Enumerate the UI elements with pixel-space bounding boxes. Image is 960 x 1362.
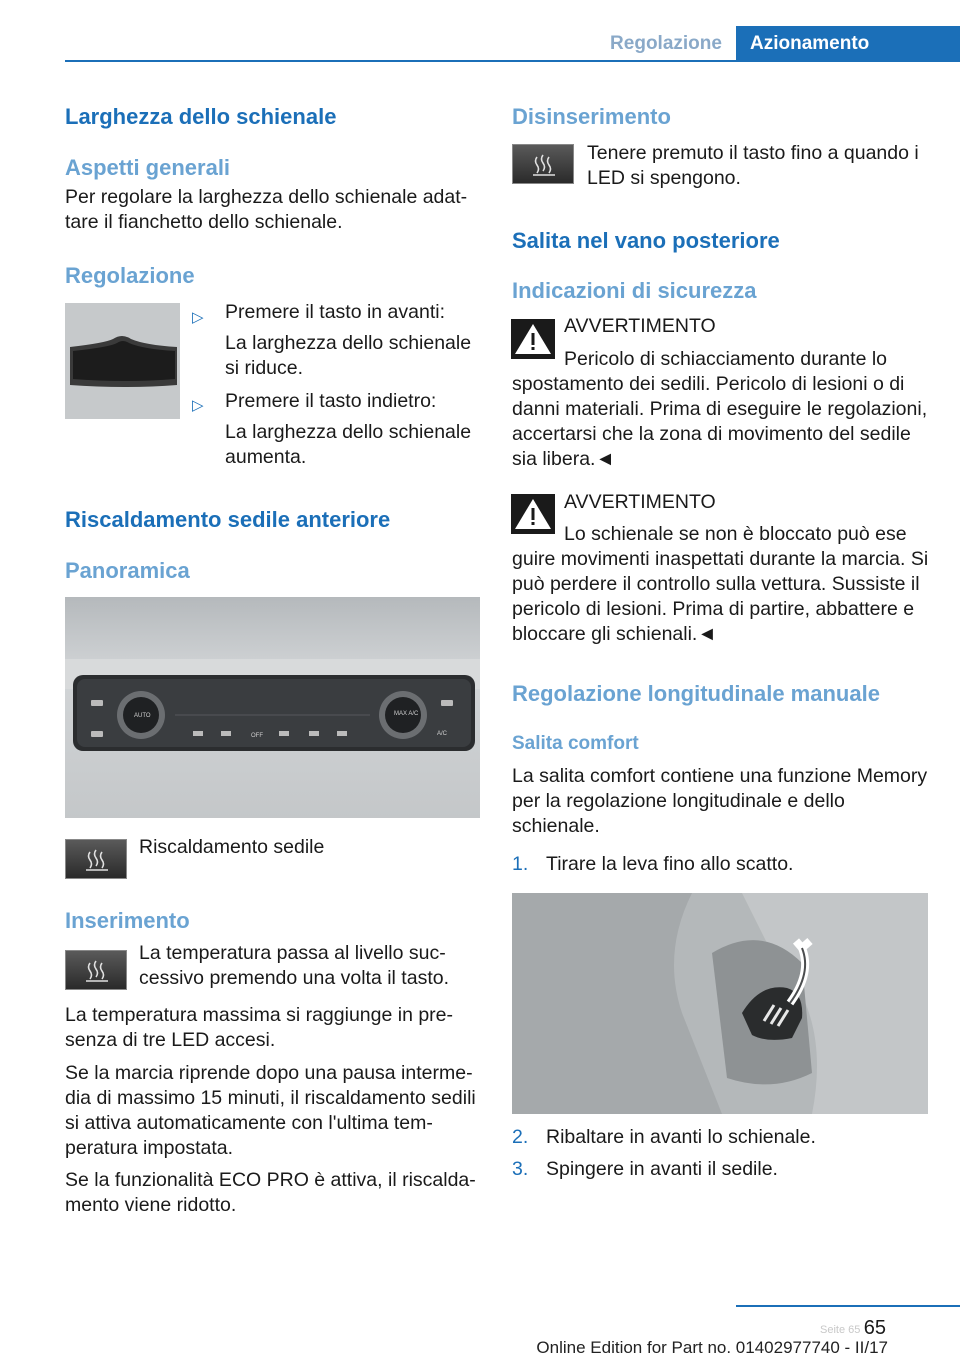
adjust-action-2: Premere il tasto indietro:	[225, 390, 437, 412]
warning-1-title: AVVERTIMENTO	[564, 315, 716, 337]
page-number: 65	[863, 1317, 886, 1339]
section-title-seat-heating: Riscaldamento sedile anteriore	[65, 507, 391, 532]
footer-rule	[736, 1305, 960, 1307]
warning-triangle-icon	[511, 319, 555, 359]
on-paragraph-3: Se la funzionalità ECO PRO è attiva, il riscaldamento viene ridotto.	[65, 1169, 476, 1216]
step-number: 2.	[512, 1126, 529, 1148]
bullet-triangle-icon: ▷	[192, 309, 204, 326]
heading-general: Aspetti generali	[65, 155, 231, 180]
general-text: Per regolare la larghezza dello schienale adattare il fianchetto dello schienale.	[65, 186, 468, 233]
step-number: 3.	[512, 1158, 529, 1180]
heading-safety: Indicazioni di sicurezza	[512, 278, 757, 303]
heading-adjust: Regolazione	[65, 263, 195, 288]
warning-2-text: guire movimenti inaspettati durante la marcia. Si può perdere il controllo sulla vettura. Sussiste il pericolo di lesioni. Prima di partire, abbattere e bloccare gli schienali.◄	[512, 548, 929, 645]
adjust-action-1: Premere il tasto in avanti:	[225, 301, 446, 323]
bullet-triangle-icon: ▷	[192, 397, 204, 414]
warning-2-lead: Lo schienale se non è bloccato può ese	[564, 523, 907, 545]
off-label: OFF	[251, 733, 263, 739]
adjust-result-1: La larghezza dello schienale si riduce.	[225, 332, 472, 379]
edition-text: Online Edition for Part no. 01402977740 - II/17	[536, 1338, 888, 1357]
tab-regolazione[interactable]: Regolazione	[610, 33, 722, 54]
backrest-switch-image	[65, 303, 180, 419]
comfort-text: La salita comfort contiene una funzione Memory per la regolazione longitudinale e dello schienale.	[512, 765, 928, 837]
section-title-backrest-width: Larghezza dello schienale	[65, 104, 337, 129]
auto-label: AUTO	[134, 713, 151, 719]
section-title-rear-entry: Salita nel vano posteriore	[512, 228, 780, 253]
watermark: Seite 65	[820, 1324, 861, 1336]
seat-heating-label: Riscaldamento sedile	[139, 836, 325, 858]
seat-lever-image	[512, 893, 928, 1114]
max-ac-label: MAX A/C	[394, 711, 419, 717]
on-paragraph-1: La temperatura massima si raggiunge in presenza di tre LED accesi.	[65, 1004, 454, 1051]
step-number: 1.	[512, 853, 529, 875]
step-1-text: Tirare la leva fino allo scatto.	[546, 853, 794, 875]
heading-comfort-entry: Salita comfort	[512, 733, 639, 754]
heading-on: Inserimento	[65, 908, 190, 933]
warning-2-title: AVVERTIMENTO	[564, 491, 716, 513]
on-paragraph-2: Se la marcia riprende dopo una pausa intermedia di massimo 15 minuti, il riscaldamento sedili si attiva automaticamente con l'ultima temperatura impostata.	[65, 1062, 476, 1159]
warning-triangle-icon	[511, 494, 555, 534]
warning-1-lead: Pericolo di schiacciamento durante lo	[564, 348, 888, 370]
seat-heating-icon	[512, 144, 574, 184]
warning-1-text: spostamento dei sedili. Pericolo di lesioni o di danni materiali. Prima di eseguire le regolazioni, accertarsi che la zona di movimento del sedile sia libera.◄	[512, 373, 928, 470]
step-3-text: Spingere in avanti il sedile.	[546, 1158, 778, 1180]
seat-heating-icon	[65, 839, 127, 879]
heading-off: Disinserimento	[512, 104, 671, 129]
off-text: Tenere premuto il tasto fino a quando i LED si spengono.	[587, 142, 919, 189]
on-text: La temperatura passa al livello successivo premendo una volta il tasto.	[139, 942, 450, 989]
section-title-manual-adjust: Regolazione longitudinale manuale	[512, 681, 880, 706]
step-2-text: Ribaltare in avanti lo schienale.	[546, 1126, 816, 1148]
heading-overview: Panoramica	[65, 558, 190, 583]
climate-panel-image	[65, 597, 480, 818]
seat-heating-icon	[65, 950, 127, 990]
ac-label: A/C	[437, 731, 448, 737]
tab-azionamento[interactable]: Azionamento	[736, 26, 960, 61]
adjust-result-2: La larghezza dello schienale aumenta.	[225, 421, 472, 468]
